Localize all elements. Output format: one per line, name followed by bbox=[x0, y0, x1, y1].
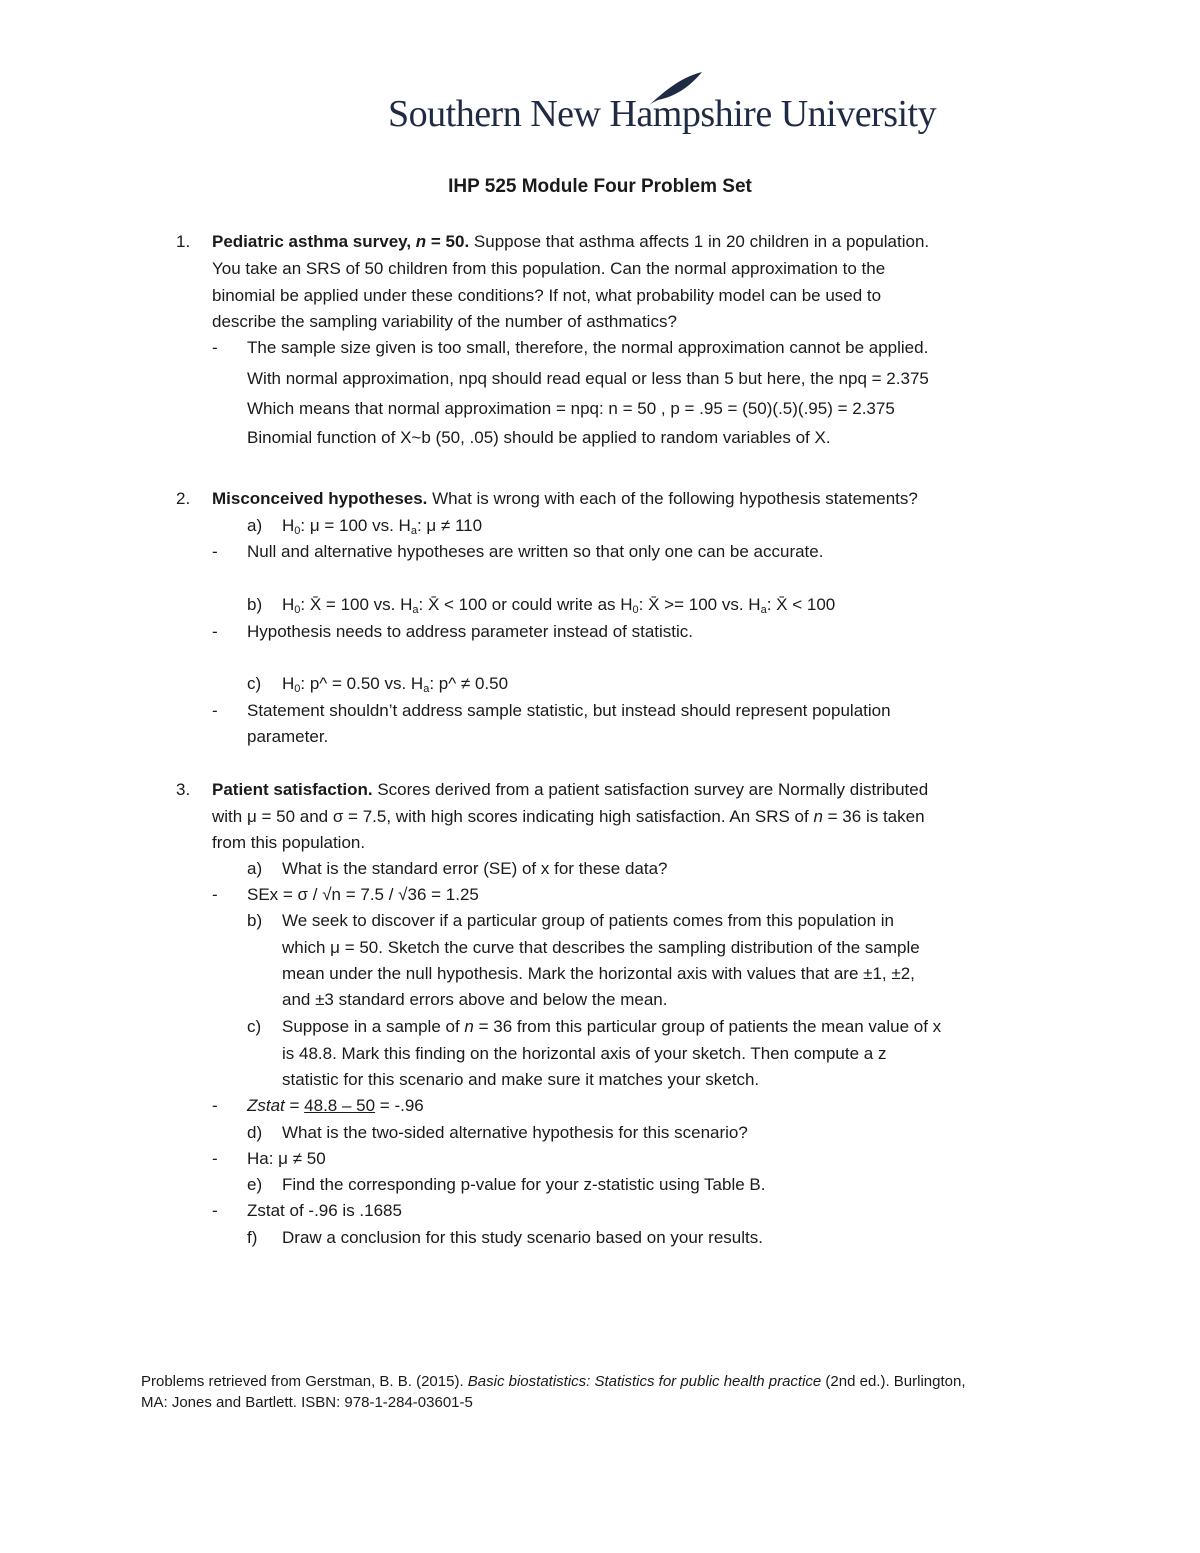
q3d-label: d) bbox=[247, 1123, 263, 1142]
q3c-label: c) bbox=[247, 1017, 262, 1036]
q2a-dash: - bbox=[212, 542, 218, 561]
q2c-answer-1: Statement shouldn’t address sample statistic, but instead should represent population bbox=[247, 701, 891, 720]
q3a-dash: - bbox=[212, 885, 218, 904]
q3a-text: What is the standard error (SE) of x for these data? bbox=[282, 859, 668, 878]
q2-text: What is wrong with each of the following hypothesis statements? bbox=[427, 489, 918, 508]
university-logo bbox=[388, 70, 937, 140]
q2-heading: Misconceived hypotheses. bbox=[212, 489, 428, 508]
q3-number: 3. bbox=[176, 780, 191, 799]
q1-number: 1. bbox=[176, 232, 191, 251]
q2a-label: a) bbox=[247, 516, 263, 535]
q3c-line-3: statistic for this scenario and make sure it matches your sketch. bbox=[282, 1070, 760, 1089]
q3-heading: Patient satisfaction. bbox=[212, 780, 373, 799]
q1-line-2: You take an SRS of 50 children from this population. Can the normal approximation to the bbox=[212, 259, 886, 278]
q3a-label: a) bbox=[247, 859, 263, 878]
citation-line-1: Problems retrieved from Gerstman, B. B. (2015). Basic biostatistics: Statistics for public health practice (2nd ed.). Burlington, bbox=[141, 1373, 966, 1390]
q2c-text: $H_0$: p^ = 0.50 vs. $H_a$: p^ ≠ 0.50 bbox=[282, 674, 509, 695]
q3b-line-1: We seek to discover if a particular group of patients comes from this population in bbox=[282, 911, 894, 930]
q3f-label: f) bbox=[247, 1228, 258, 1247]
q2a-text: $H_0$: μ = 100 vs. $H_a$: μ ≠ 110 bbox=[282, 516, 483, 537]
q2a-answer: Null and alternative hypotheses are written so that only one can be accurate. bbox=[247, 542, 824, 561]
q2b-dash: - bbox=[212, 622, 218, 641]
q3b-line-3: mean under the null hypothesis. Mark the horizontal axis with values that are ±1, ±2, bbox=[282, 964, 915, 983]
q3-line-3: from this population. bbox=[212, 833, 366, 852]
q1-line-3: binomial be applied under these conditions? If not, what probability model can be used to bbox=[212, 286, 882, 305]
q3d-answer: Ha: μ ≠ 50 bbox=[247, 1149, 326, 1168]
q3f-text: Draw a conclusion for this study scenario based on your results. bbox=[282, 1228, 763, 1247]
q3d-dash: - bbox=[212, 1149, 218, 1168]
q2b-label: b) bbox=[247, 595, 263, 614]
q3c-line-2: is 48.8. Mark this finding on the horizontal axis of your sketch. Then compute a z bbox=[282, 1044, 887, 1063]
logo-wordmark: Southern New Hampshire University bbox=[388, 93, 937, 135]
q2b-text: $H_0$: X̄ = 100 vs. $H_a$: X̄ < 100 or could write as $H_0$: X̄ >= 100 vs. $H_a$: X̄ < 100 bbox=[282, 595, 836, 616]
page-title: IHP 525 Module Four Problem Set bbox=[448, 176, 752, 197]
q3e-dash: - bbox=[212, 1201, 218, 1220]
q1-heading: Pediatric asthma survey, bbox=[212, 232, 416, 251]
q3d-text: What is the two-sided alternative hypothesis for this scenario? bbox=[282, 1123, 748, 1142]
q1-heading-eq: = 50. bbox=[426, 232, 470, 251]
q3b-line-2: which μ = 50. Sketch the curve that describes the sampling distribution of the sample bbox=[282, 938, 920, 957]
q1-line-1 bbox=[212, 231, 929, 253]
q2c-dash: - bbox=[212, 701, 218, 720]
q3c-line-1: Suppose in a sample of n = 36 from this particular group of patients the mean value of x bbox=[282, 1017, 942, 1036]
q1-answer-2: With normal approximation, npq should read equal or less than 5 but here, the npq = 2.375 bbox=[247, 369, 929, 388]
q2c-label: c) bbox=[247, 674, 262, 693]
q3e-text: Find the corresponding p-value for your z-statistic using Table B. bbox=[282, 1175, 766, 1194]
q3b-line-4: and ±3 standard errors above and below the mean. bbox=[282, 990, 668, 1009]
citation-line-2: MA: Jones and Bartlett. ISBN: 978-1-284-03601-5 bbox=[141, 1394, 473, 1411]
q3e-label: e) bbox=[247, 1175, 263, 1194]
q2b-answer: Hypothesis needs to address parameter instead of statistic. bbox=[247, 622, 694, 641]
q2-number: 2. bbox=[176, 489, 191, 508]
q1-answer-3: Which means that normal approximation = npq: n = 50 , p = .95 = (50)(.5)(.95) = 2.375 bbox=[247, 399, 895, 418]
q2c-answer-2: parameter. bbox=[247, 727, 329, 746]
q1-answer-dash: - bbox=[212, 338, 218, 357]
citation-footer bbox=[141, 1371, 966, 1413]
q1-answer-1: The sample size given is too small, therefore, the normal approximation cannot be applied. bbox=[247, 338, 929, 357]
q3c-answer: Zstat = 48.8 – 50 = -.96 bbox=[247, 1096, 424, 1115]
q3b-label: b) bbox=[247, 911, 263, 930]
q3-text-1: Scores derived from a patient satisfaction survey are Normally distributed bbox=[372, 780, 929, 799]
q1-answer-4: Binomial function of X~b (50, .05) should be applied to random variables of X. bbox=[247, 428, 831, 447]
q3e-answer: Zstat of -.96 is .1685 bbox=[247, 1201, 402, 1220]
q3c-dash: - bbox=[212, 1096, 218, 1115]
q2-line-1 bbox=[212, 488, 918, 510]
q1-line-4: describe the sampling variability of the number of asthmatics? bbox=[212, 312, 677, 331]
q1-text-1: Suppose that asthma affects 1 in 20 children in a population. bbox=[469, 232, 930, 251]
q3-line-2: with μ = 50 and σ = 7.5, with high scores indicating high satisfaction. An SRS of n = 36 is taken bbox=[212, 807, 925, 826]
q3a-answer: SEx = σ / √n = 7.5 / √36 = 1.25 bbox=[247, 885, 479, 904]
q1-heading-n: n bbox=[415, 232, 427, 251]
q3-line-1 bbox=[212, 779, 928, 801]
